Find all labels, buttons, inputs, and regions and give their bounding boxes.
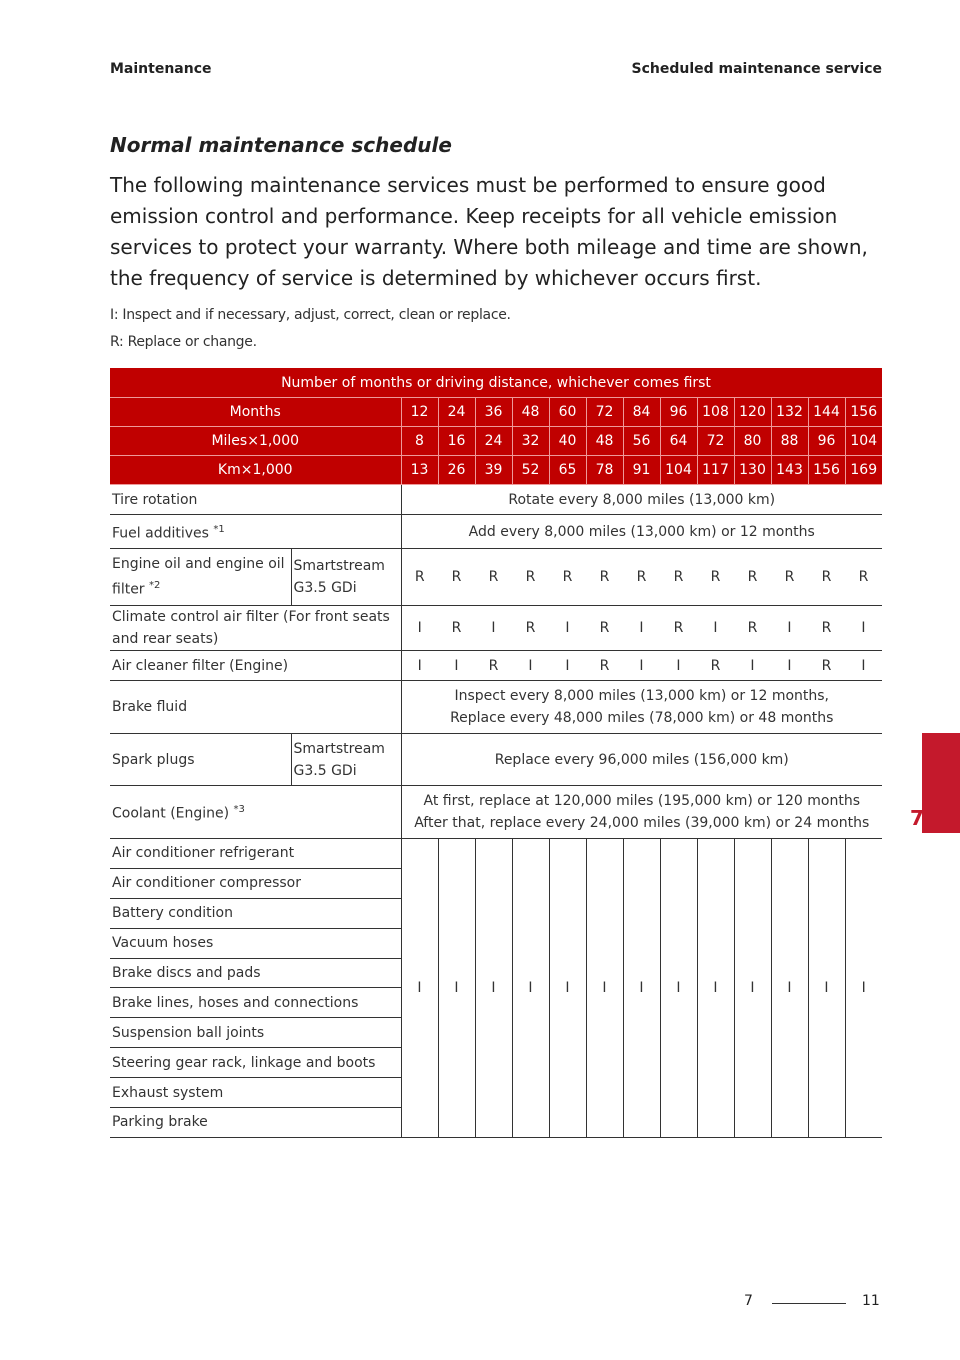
inspect-value: I [438,839,475,1138]
row-label-tire-rotation: Tire rotation [110,485,401,515]
climate-filter-value: I [401,606,438,651]
months-value: 60 [549,398,586,427]
maintenance-schedule-table [110,368,882,1138]
brake-fluid-line-2: Replace every 48,000 miles (78,000 km) or 48 months [450,710,834,726]
inspect-value: I [697,839,734,1138]
climate-filter-value: I [623,606,660,651]
table-row [110,734,882,786]
inspect-value: I [512,839,549,1138]
chapter-side-tab [922,733,960,833]
row-label-inspect-item: Air conditioner compressor [110,868,401,898]
table-row [110,606,882,651]
engine-oil-value: R [808,549,845,606]
climate-filter-value: I [549,606,586,651]
months-value: 96 [660,398,697,427]
miles-value: 16 [438,427,475,456]
climate-filter-value: R [438,606,475,651]
months-value: 156 [845,398,882,427]
engine-oil-value: R [586,549,623,606]
inspect-value: I [845,839,882,1138]
row-label-inspect-item: Brake lines, hoses and connections [110,988,401,1018]
table-row [110,651,882,681]
row-label-fuel-additives [110,515,401,549]
engine-oil-value: R [549,549,586,606]
climate-filter-value: I [771,606,808,651]
km-value: 39 [475,456,512,485]
air-cleaner-value: R [475,651,512,681]
miles-value: 40 [549,427,586,456]
inspect-value: I [734,839,771,1138]
table-row [110,427,882,456]
footer-divider [772,1303,846,1304]
inspect-value: I [623,839,660,1138]
engine-oil-value: R [660,549,697,606]
coolant-text: Coolant (Engine) [112,805,230,822]
row-label-inspect-item: Suspension ball joints [110,1018,401,1048]
table-header-title: Number of months or driving distance, whichever comes first [110,368,882,398]
coolant-interval [401,786,882,839]
climate-filter-value: R [586,606,623,651]
climate-filter-value: I [845,606,882,651]
miles-value: 96 [808,427,845,456]
air-cleaner-value: I [845,651,882,681]
inspect-value: I [549,839,586,1138]
fuel-additives-text: Fuel additives [112,525,209,542]
row-label-inspect-item: Air conditioner refrigerant [110,839,401,869]
climate-filter-value: R [734,606,771,651]
km-value: 104 [660,456,697,485]
months-value: 120 [734,398,771,427]
months-label: Months [110,398,401,427]
footer-chapter-number: 7 [744,1293,753,1309]
engine-oil-value: R [697,549,734,606]
miles-value: 56 [623,427,660,456]
table-row [110,485,882,515]
air-cleaner-value: I [401,651,438,681]
km-label: Km×1,000 [110,456,401,485]
km-value: 130 [734,456,771,485]
engine-oil-value: R [734,549,771,606]
footnote-marker: *3 [233,804,245,816]
coolant-line-2: After that, replace every 24,000 miles (39,000 km) or 24 months [414,815,870,831]
table-row [110,398,882,427]
km-value: 117 [697,456,734,485]
engine-variant: Smartstream G3.5 GDi [291,734,401,786]
row-label-inspect-item: Exhaust system [110,1078,401,1108]
climate-filter-value: R [808,606,845,651]
row-label-inspect-item: Vacuum hoses [110,928,401,958]
miles-value: 80 [734,427,771,456]
engine-oil-value: R [475,549,512,606]
km-value: 52 [512,456,549,485]
row-label-brake-fluid: Brake fluid [110,681,401,734]
row-label-inspect-item: Parking brake [110,1108,401,1138]
row-label-coolant [110,786,401,839]
table-row [110,549,882,606]
footnote-marker: *2 [149,580,161,592]
chapter-side-number: 7 [910,806,924,830]
air-cleaner-value: R [808,651,845,681]
km-value: 65 [549,456,586,485]
footnote-marker: *1 [213,523,225,535]
engine-oil-value: R [771,549,808,606]
inspect-value: I [660,839,697,1138]
months-value: 108 [697,398,734,427]
row-label-climate-filter: Climate control air filter (For front seats and rear seats) [110,606,401,651]
table-row [110,368,882,398]
footer-page-number: 11 [862,1293,880,1309]
air-cleaner-value: I [771,651,808,681]
air-cleaner-value: I [734,651,771,681]
miles-value: 32 [512,427,549,456]
section-title: Normal maintenance schedule [110,133,452,157]
row-label-inspect-item: Steering gear rack, linkage and boots [110,1048,401,1078]
miles-value: 64 [660,427,697,456]
climate-filter-value: R [660,606,697,651]
inspect-value: I [771,839,808,1138]
months-value: 12 [401,398,438,427]
coolant-line-1: At first, replace at 120,000 miles (195,000 km) or 120 months [423,793,860,809]
months-value: 24 [438,398,475,427]
km-value: 156 [808,456,845,485]
legend-replace: R: Replace or change. [110,334,257,350]
inspect-value: I [808,839,845,1138]
running-header-topic: Scheduled maintenance service [631,61,882,77]
inspect-value: I [586,839,623,1138]
months-value: 144 [808,398,845,427]
miles-value: 24 [475,427,512,456]
row-label-spark-plugs: Spark plugs [110,734,291,786]
km-value: 143 [771,456,808,485]
months-value: 36 [475,398,512,427]
air-cleaner-value: I [623,651,660,681]
air-cleaner-value: I [549,651,586,681]
spark-plugs-interval: Replace every 96,000 miles (156,000 km) [401,734,882,786]
engine-oil-value: R [438,549,475,606]
fuel-additives-interval: Add every 8,000 miles (13,000 km) or 12 months [401,515,882,549]
miles-value: 104 [845,427,882,456]
air-cleaner-value: R [697,651,734,681]
intro-paragraph: The following maintenance services must be performed to ensure good emission control and performance. Keep receipts for all vehicle emission services to protect your warranty. Where both mileage and time are shown, the frequency of service is determined by whichever occurs first. [110,173,868,290]
engine-oil-value: R [845,549,882,606]
brake-fluid-interval [401,681,882,734]
air-cleaner-value: I [438,651,475,681]
air-cleaner-value: I [660,651,697,681]
engine-oil-value: R [623,549,660,606]
row-label-engine-oil [110,549,291,606]
months-value: 132 [771,398,808,427]
miles-value: 48 [586,427,623,456]
table-row [110,515,882,549]
running-header-section: Maintenance [110,61,212,77]
engine-oil-text: Engine oil and engine oil filter [112,556,285,598]
km-value: 78 [586,456,623,485]
km-value: 91 [623,456,660,485]
table-row [110,456,882,485]
months-value: 72 [586,398,623,427]
miles-label: Miles×1,000 [110,427,401,456]
inspect-value: I [475,839,512,1138]
table-row [110,786,882,839]
climate-filter-value: R [512,606,549,651]
engine-oil-value: R [401,549,438,606]
air-cleaner-value: R [586,651,623,681]
miles-value: 88 [771,427,808,456]
engine-oil-value: R [512,549,549,606]
inspect-value: I [401,839,438,1138]
table-row [110,839,882,869]
miles-value: 72 [697,427,734,456]
km-value: 13 [401,456,438,485]
miles-value: 8 [401,427,438,456]
climate-filter-value: I [475,606,512,651]
table-row [110,681,882,734]
engine-variant: Smartstream G3.5 GDi [291,549,401,606]
km-value: 169 [845,456,882,485]
row-label-air-cleaner: Air cleaner filter (Engine) [110,651,401,681]
months-value: 48 [512,398,549,427]
climate-filter-value: I [697,606,734,651]
legend-inspect: I: Inspect and if necessary, adjust, correct, clean or replace. [110,307,511,323]
km-value: 26 [438,456,475,485]
row-label-inspect-item: Battery condition [110,898,401,928]
tire-rotation-interval: Rotate every 8,000 miles (13,000 km) [401,485,882,515]
row-label-inspect-item: Brake discs and pads [110,958,401,988]
air-cleaner-value: I [512,651,549,681]
months-value: 84 [623,398,660,427]
brake-fluid-line-1: Inspect every 8,000 miles (13,000 km) or 12 months, [454,688,829,704]
